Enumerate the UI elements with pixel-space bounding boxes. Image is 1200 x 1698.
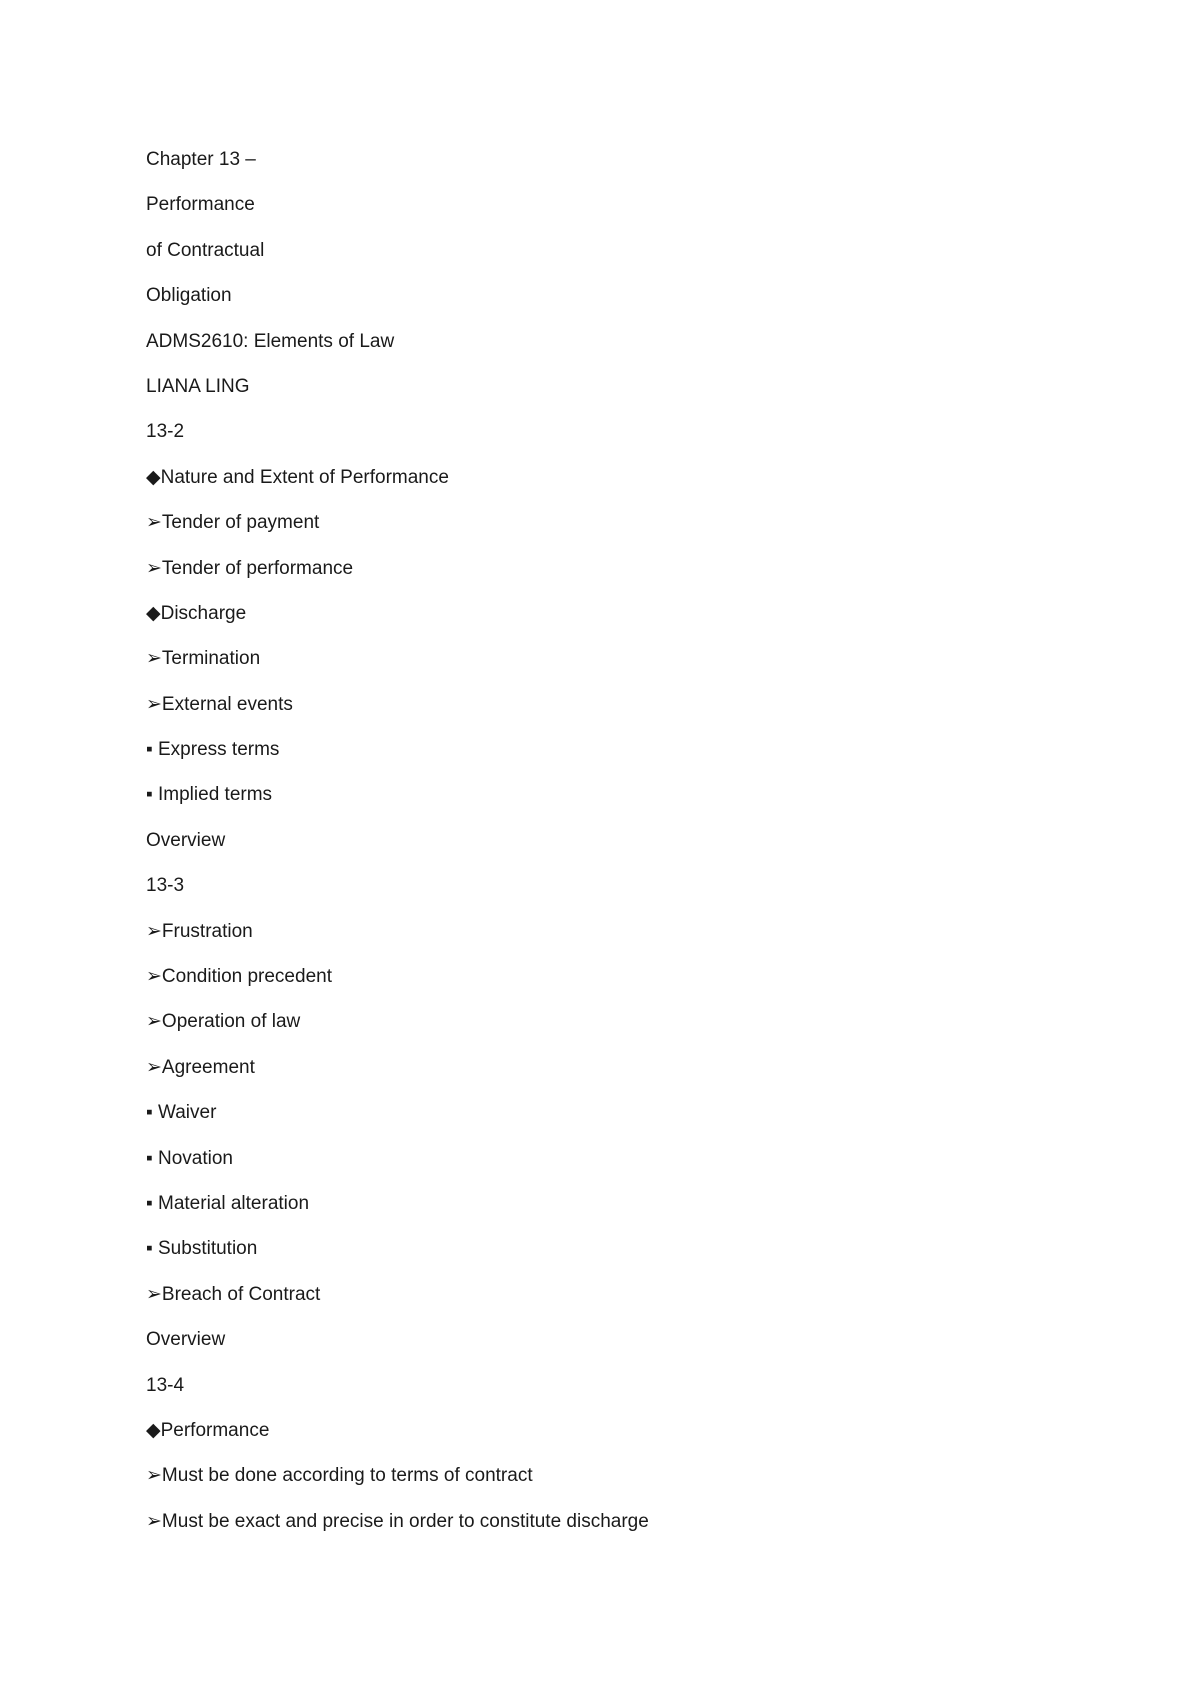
line-bullet-arrow: ➢Tender of payment bbox=[146, 512, 320, 534]
line-bullet-arrow: ➢Must be done according to terms of contract bbox=[146, 1465, 533, 1487]
line-title-contractual: of Contractual bbox=[146, 239, 265, 261]
line-bullet-diamond: ◆Nature and Extent of Performance bbox=[146, 466, 449, 488]
line-bullet-square: ▪ Novation bbox=[146, 1147, 234, 1169]
line-section-label: Overview bbox=[146, 1329, 226, 1351]
line-title-performance: Performance bbox=[146, 194, 255, 216]
line-bullet-square: ▪ Material alteration bbox=[146, 1192, 310, 1214]
line-chapter-title: Chapter 13 – bbox=[146, 149, 256, 170]
line-bullet-arrow: ➢Tender of performance bbox=[146, 557, 354, 579]
line-slide-number: 13-3 bbox=[146, 875, 185, 897]
line-bullet-square: ▪ Express terms bbox=[146, 739, 280, 761]
line-bullet-square: ▪ Waiver bbox=[146, 1102, 217, 1124]
line-slide-number: 13-2 bbox=[146, 421, 185, 443]
line-bullet-diamond: ◆Performance bbox=[146, 1419, 270, 1441]
line-bullet-diamond: ◆Discharge bbox=[146, 602, 247, 624]
line-bullet-square: ▪ Implied terms bbox=[146, 784, 273, 806]
line-bullet-arrow: ➢External events bbox=[146, 693, 293, 715]
line-title-obligation: Obligation bbox=[146, 285, 232, 307]
line-bullet-arrow: ➢Breach of Contract bbox=[146, 1283, 321, 1305]
line-bullet-arrow: ➢Condition precedent bbox=[146, 966, 332, 988]
line-slide-number: 13-4 bbox=[146, 1374, 185, 1396]
line-author: LIANA LING bbox=[146, 375, 250, 397]
line-bullet-arrow: ➢Must be exact and precise in order to constitute discharge bbox=[146, 1510, 649, 1532]
line-course: ADMS2610: Elements of Law bbox=[146, 330, 395, 352]
line-bullet-arrow: ➢Operation of law bbox=[146, 1011, 301, 1033]
line-bullet-arrow: ➢Frustration bbox=[146, 920, 253, 942]
line-bullet-arrow: ➢Termination bbox=[146, 648, 261, 670]
document-text bbox=[146, 148, 1146, 1555]
line-bullet-arrow: ➢Agreement bbox=[146, 1056, 255, 1078]
line-section-label: Overview bbox=[146, 829, 226, 851]
line-bullet-square: ▪ Substitution bbox=[146, 1238, 258, 1260]
